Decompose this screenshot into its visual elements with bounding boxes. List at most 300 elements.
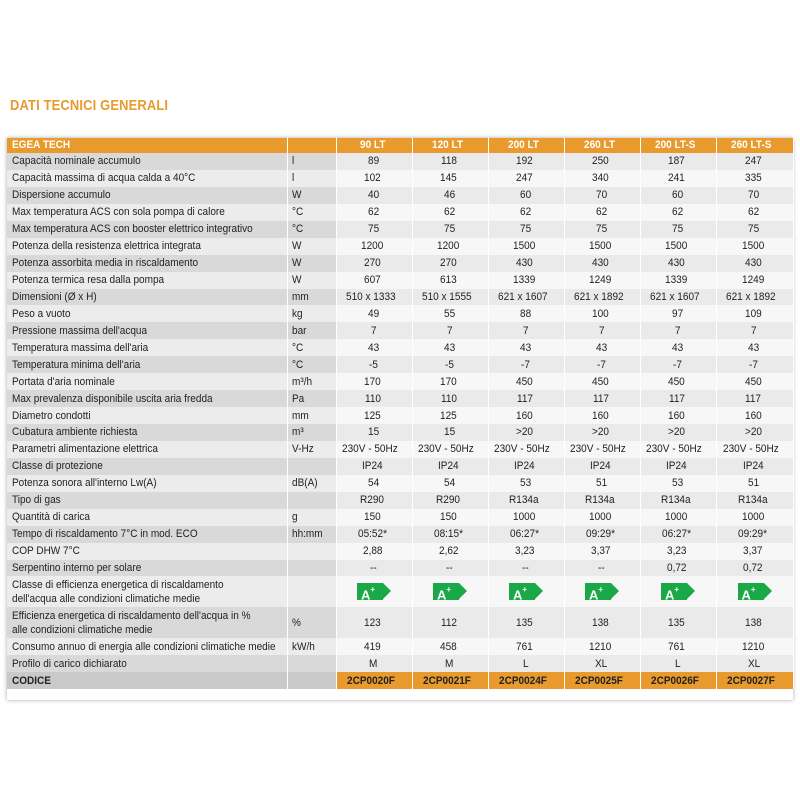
row-value-text: 117 — [745, 392, 762, 405]
row-value-text: 170 — [364, 375, 382, 388]
row-value-text: 230V - 50Hz — [646, 443, 703, 456]
row-value-text: 458 — [440, 640, 458, 653]
row-value-text: 3,23 — [666, 545, 687, 558]
row-value — [716, 492, 793, 509]
row-value — [716, 509, 793, 526]
row-value-text: 160 — [516, 409, 534, 422]
row-value — [564, 424, 640, 441]
row-label — [7, 441, 287, 458]
row-value — [564, 655, 640, 672]
footer-code-value — [716, 672, 793, 689]
row-unit-text: °C — [291, 223, 303, 236]
row-value-text: 450 — [516, 375, 534, 388]
row-value — [564, 305, 640, 322]
table-row — [7, 373, 793, 390]
row-label — [7, 339, 287, 356]
row-label — [7, 255, 287, 272]
row-label-text: Capacità nominale accumulo — [12, 155, 141, 168]
table-row — [7, 289, 793, 306]
row-value — [336, 655, 412, 672]
row-value — [564, 339, 640, 356]
row-value — [488, 441, 564, 458]
row-value-text: 430 — [516, 257, 534, 270]
row-value — [488, 543, 564, 560]
row-value-text: 125 — [364, 409, 382, 422]
row-value — [336, 526, 412, 543]
row-label-text: Portata d'aria nominale — [12, 375, 115, 388]
row-label — [7, 607, 287, 638]
table-row — [7, 204, 793, 221]
row-value-text: 62 — [671, 206, 683, 219]
row-value-text: IP24 — [666, 460, 687, 473]
row-value — [564, 390, 640, 407]
row-label-text: Classe di protezione — [12, 460, 103, 473]
row-unit — [287, 509, 336, 526]
row-value — [488, 289, 564, 306]
row-value — [488, 638, 564, 655]
row-value-text: 1200 — [437, 240, 460, 253]
row-label-text: Max temperatura ACS con booster elettrico integrativo — [12, 223, 253, 236]
header-model — [716, 138, 793, 153]
row-value — [412, 238, 488, 255]
row-value — [640, 187, 716, 204]
row-value — [716, 407, 793, 424]
row-value — [640, 153, 716, 170]
row-value — [640, 289, 716, 306]
row-value — [640, 441, 716, 458]
row-value — [716, 638, 793, 655]
row-value-text: -7 — [596, 358, 606, 371]
row-value-text: 761 — [668, 640, 686, 653]
row-value — [716, 458, 793, 475]
row-value — [336, 255, 412, 272]
row-label — [7, 638, 287, 655]
energy-class-cell — [640, 576, 716, 607]
row-value — [640, 373, 716, 390]
row-value-text: 43 — [671, 341, 683, 354]
header-model-text: 260 LT — [584, 139, 616, 151]
row-unit-text: W — [291, 274, 301, 287]
row-value — [412, 492, 488, 509]
row-value — [488, 339, 564, 356]
row-value-text: 118 — [440, 155, 457, 168]
row-value — [716, 339, 793, 356]
row-value — [640, 424, 716, 441]
row-value — [640, 339, 716, 356]
header-model-text: 120 LT — [432, 139, 464, 151]
row-value — [488, 187, 564, 204]
row-unit-text: °C — [291, 358, 303, 371]
row-label-text: Max prevalenza disponibile uscita aria fredda — [12, 392, 213, 405]
row-value — [412, 638, 488, 655]
row-unit — [287, 390, 336, 407]
row-value — [336, 492, 412, 509]
row-value — [716, 373, 793, 390]
row-value-text: 75 — [519, 223, 531, 236]
row-value-text: 05:52* — [357, 528, 387, 541]
row-value — [336, 305, 412, 322]
row-value — [716, 441, 793, 458]
row-value-text: 510 x 1555 — [421, 290, 472, 303]
row-value-text: 43 — [519, 341, 531, 354]
row-value-text: IP24 — [742, 460, 764, 473]
row-unit-text: Pa — [291, 392, 304, 405]
row-value-text: 270 — [364, 257, 382, 270]
row-value — [488, 560, 564, 577]
table-row — [7, 441, 793, 458]
row-value-text: 3,23 — [514, 545, 535, 558]
row-label-text: Pressione massima dell'acqua — [12, 324, 148, 337]
row-value-text: 97 — [671, 307, 683, 320]
row-value-text: 7 — [522, 324, 529, 337]
row-value-text: 621 x 1892 — [573, 290, 624, 303]
row-value-text: 340 — [592, 172, 610, 185]
row-value-text: 46 — [443, 189, 455, 202]
row-value — [640, 543, 716, 560]
energy-class-cell — [488, 576, 564, 607]
row-value-text: 1500 — [665, 240, 688, 253]
row-value-text: 1500 — [589, 240, 612, 253]
row-unit — [287, 221, 336, 238]
header-product-name-text: EGEA TECH — [12, 139, 71, 151]
row-label — [7, 526, 287, 543]
row-value-text: 40 — [367, 189, 379, 202]
row-unit — [287, 373, 336, 390]
row-label — [7, 543, 287, 560]
row-value — [336, 607, 412, 638]
energy-class-cell — [412, 576, 488, 607]
row-value-text: 112 — [440, 616, 457, 629]
table-row — [7, 424, 793, 441]
row-unit — [287, 356, 336, 373]
row-label — [7, 187, 287, 204]
header-model — [336, 138, 412, 153]
table-row — [7, 390, 793, 407]
energy-class-text: A+ — [513, 585, 528, 603]
table-row — [7, 238, 793, 255]
row-value-text: IP24 — [514, 460, 535, 473]
row-value — [716, 153, 793, 170]
row-value — [564, 560, 640, 577]
row-unit — [287, 655, 336, 672]
row-value — [640, 305, 716, 322]
row-value — [412, 475, 488, 492]
row-value — [640, 638, 716, 655]
row-value-text: 109 — [744, 307, 762, 320]
row-value — [488, 424, 564, 441]
table-row — [7, 607, 793, 638]
row-value — [336, 322, 412, 339]
row-value-text: -- — [522, 561, 529, 574]
footer-code-label — [7, 672, 287, 689]
row-value — [564, 607, 640, 638]
row-unit-text: l — [291, 155, 294, 168]
row-value-text: 247 — [744, 155, 762, 168]
row-value-text: 110 — [364, 392, 381, 405]
row-value — [412, 407, 488, 424]
energy-class-badge — [509, 583, 543, 603]
row-label — [7, 373, 287, 390]
row-unit — [287, 289, 336, 306]
row-label — [7, 560, 287, 577]
row-value — [716, 238, 793, 255]
specs-table — [7, 138, 794, 689]
row-unit-text: m³ — [291, 426, 304, 439]
row-value-text: 43 — [367, 341, 379, 354]
row-value-text: 430 — [744, 257, 762, 270]
row-label-text: Serpentino interno per solare — [12, 561, 142, 574]
section-title: DATI TECNICI GENERALI — [10, 97, 169, 114]
row-value-text: 102 — [364, 172, 382, 185]
header-model — [640, 138, 716, 153]
row-label-text: Potenza della resistenza elettrica integrata — [12, 240, 201, 253]
row-unit — [287, 322, 336, 339]
row-value-text: 54 — [443, 477, 455, 490]
row-value-text: 230V - 50Hz — [570, 443, 627, 456]
row-value — [336, 407, 412, 424]
row-value — [488, 526, 564, 543]
row-value-text: 7 — [446, 324, 453, 337]
row-value — [412, 424, 488, 441]
row-value — [336, 187, 412, 204]
row-value-text: 160 — [744, 409, 762, 422]
footer-code-value-text: 2CP0026F — [650, 674, 699, 687]
row-unit-text: V-Hz — [291, 443, 314, 456]
row-value-text: 117 — [592, 392, 609, 405]
row-label-text: Potenza termica resa dalla pompa — [12, 274, 165, 287]
row-unit — [287, 238, 336, 255]
row-label — [7, 655, 287, 672]
row-unit — [287, 305, 336, 322]
row-value — [412, 322, 488, 339]
row-value — [716, 526, 793, 543]
row-value — [564, 170, 640, 187]
table-row — [7, 407, 793, 424]
row-unit-text: °C — [291, 206, 303, 219]
row-value-text: 230V - 50Hz — [418, 443, 475, 456]
row-value — [488, 492, 564, 509]
row-unit-text: kW/h — [291, 640, 315, 653]
row-value-text: 62 — [748, 206, 760, 219]
row-unit-text: l — [291, 172, 294, 185]
energy-class-text: A+ — [665, 585, 680, 603]
row-unit — [287, 407, 336, 424]
row-value — [640, 607, 716, 638]
row-unit-text: °C — [291, 341, 303, 354]
header-model-text: 200 LT — [508, 139, 540, 151]
row-value-text: R134a — [509, 494, 539, 507]
row-value — [412, 272, 488, 289]
footer-code-value — [488, 672, 564, 689]
row-label — [7, 356, 287, 373]
row-value — [564, 289, 640, 306]
header-product-name — [7, 138, 287, 153]
row-value — [412, 526, 488, 543]
row-value-text: 192 — [516, 155, 534, 168]
row-value — [564, 543, 640, 560]
row-value — [716, 424, 793, 441]
row-value — [412, 607, 488, 638]
row-value-text: 1339 — [665, 274, 688, 287]
row-value — [564, 221, 640, 238]
row-label-text: Tempo di riscaldamento 7°C in mod. ECO — [12, 528, 198, 541]
row-label-text: Diametro condotti — [12, 409, 91, 422]
row-value — [640, 475, 716, 492]
table-row — [7, 638, 793, 655]
row-value-text: R134a — [661, 494, 691, 507]
row-value — [564, 441, 640, 458]
row-value — [336, 390, 412, 407]
row-value — [716, 322, 793, 339]
row-value-text: 62 — [367, 206, 379, 219]
energy-class-text: A+ — [589, 585, 604, 603]
specs-table-card — [7, 138, 793, 700]
row-value-text: 43 — [443, 341, 455, 354]
row-value-text: 621 x 1892 — [726, 290, 776, 303]
row-value — [564, 356, 640, 373]
row-value-text: 160 — [668, 409, 686, 422]
row-value-text: 0,72 — [666, 561, 687, 574]
row-label — [7, 492, 287, 509]
row-value — [336, 560, 412, 577]
row-value-text: 138 — [592, 616, 610, 629]
row-value-text: 2,62 — [438, 545, 459, 558]
row-label-text: Efficienza energetica di riscaldamento dell'acqua in % alle condizioni climatiche medie — [12, 609, 251, 636]
row-unit — [287, 543, 336, 560]
footer-code-value-text: 2CP0025F — [574, 674, 623, 687]
row-value-text: 135 — [516, 616, 534, 629]
row-value-text: -- — [446, 561, 453, 574]
row-value — [412, 289, 488, 306]
row-value-text: 09:29* — [585, 528, 615, 541]
row-value-text: 53 — [519, 477, 531, 490]
row-value — [640, 356, 716, 373]
row-value-text: 7 — [674, 324, 681, 337]
row-value-text: 100 — [592, 307, 610, 320]
row-value-text: 117 — [668, 392, 685, 405]
table-header-row — [7, 138, 793, 153]
row-unit — [287, 441, 336, 458]
row-value — [488, 238, 564, 255]
row-label — [7, 475, 287, 492]
row-value — [564, 475, 640, 492]
table-row — [7, 153, 793, 170]
row-value — [336, 221, 412, 238]
row-value-text: 51 — [748, 477, 760, 490]
row-value — [716, 560, 793, 577]
row-value-text: IP24 — [362, 460, 383, 473]
row-value — [412, 255, 488, 272]
row-value-text: 08:15* — [433, 528, 463, 541]
row-value-text: 135 — [668, 616, 686, 629]
row-value — [564, 492, 640, 509]
row-value — [716, 170, 793, 187]
energy-class-text: A+ — [741, 585, 756, 603]
table-row — [7, 492, 793, 509]
row-value-text: 145 — [440, 172, 458, 185]
energy-class-badge — [585, 583, 619, 603]
row-value — [488, 153, 564, 170]
row-unit — [287, 255, 336, 272]
row-value-text: R290 — [360, 494, 385, 507]
row-label — [7, 322, 287, 339]
row-value-text: 75 — [443, 223, 455, 236]
row-value — [412, 390, 488, 407]
row-value — [336, 441, 412, 458]
row-value — [412, 560, 488, 577]
row-value — [488, 607, 564, 638]
row-value — [564, 204, 640, 221]
row-value-text: 621 x 1607 — [497, 290, 548, 303]
row-unit — [287, 339, 336, 356]
header-model — [564, 138, 640, 153]
row-unit-text: g — [291, 511, 298, 524]
row-value — [716, 255, 793, 272]
row-value-text: 1200 — [361, 240, 384, 253]
row-value-text: 06:27* — [509, 528, 539, 541]
row-unit-text: % — [291, 616, 301, 629]
row-label-text: Profilo di carico dichiarato — [12, 657, 127, 670]
row-value-text: 15 — [367, 426, 379, 439]
row-unit-text: W — [291, 257, 301, 270]
row-value — [716, 272, 793, 289]
row-value — [640, 655, 716, 672]
energy-class-badge — [738, 583, 772, 603]
table-row — [7, 526, 793, 543]
header-model-text: 200 LT-S — [654, 139, 696, 151]
row-value — [716, 187, 793, 204]
row-value-text: 110 — [440, 392, 457, 405]
row-value-text: 125 — [440, 409, 458, 422]
row-value-text: 510 x 1333 — [345, 290, 396, 303]
row-value-text: 62 — [519, 206, 531, 219]
row-label-text: Quantità di carica — [12, 511, 91, 524]
row-label-text: COP DHW 7°C — [12, 545, 80, 558]
row-value — [640, 170, 716, 187]
row-value-text: 607 — [364, 274, 382, 287]
row-value-text: 60 — [671, 189, 683, 202]
row-value-text: 0,72 — [743, 561, 763, 574]
row-value — [336, 204, 412, 221]
row-value — [564, 187, 640, 204]
row-value-text: 1000 — [665, 511, 688, 524]
row-value-text: 335 — [744, 172, 762, 185]
row-value-text: 54 — [367, 477, 379, 490]
energy-class-cell — [336, 576, 412, 607]
row-value — [640, 322, 716, 339]
row-value-text: 270 — [440, 257, 458, 270]
row-value-text: 7 — [751, 324, 757, 337]
energy-class-badge — [661, 583, 695, 603]
row-value-text: 43 — [595, 341, 607, 354]
row-label — [7, 170, 287, 187]
row-value — [640, 407, 716, 424]
row-value — [488, 655, 564, 672]
row-value — [564, 526, 640, 543]
row-value-text: 761 — [516, 640, 534, 653]
row-value-text: L — [522, 657, 529, 670]
row-value-text: >20 — [668, 426, 686, 439]
row-value-text: 450 — [592, 375, 610, 388]
row-unit-text: mm — [291, 290, 309, 303]
row-value-text: 250 — [592, 155, 610, 168]
row-value-text: 3,37 — [743, 545, 763, 558]
header-model — [488, 138, 564, 153]
row-unit — [287, 526, 336, 543]
row-label — [7, 509, 287, 526]
row-value-text: 75 — [671, 223, 683, 236]
row-value — [640, 560, 716, 577]
